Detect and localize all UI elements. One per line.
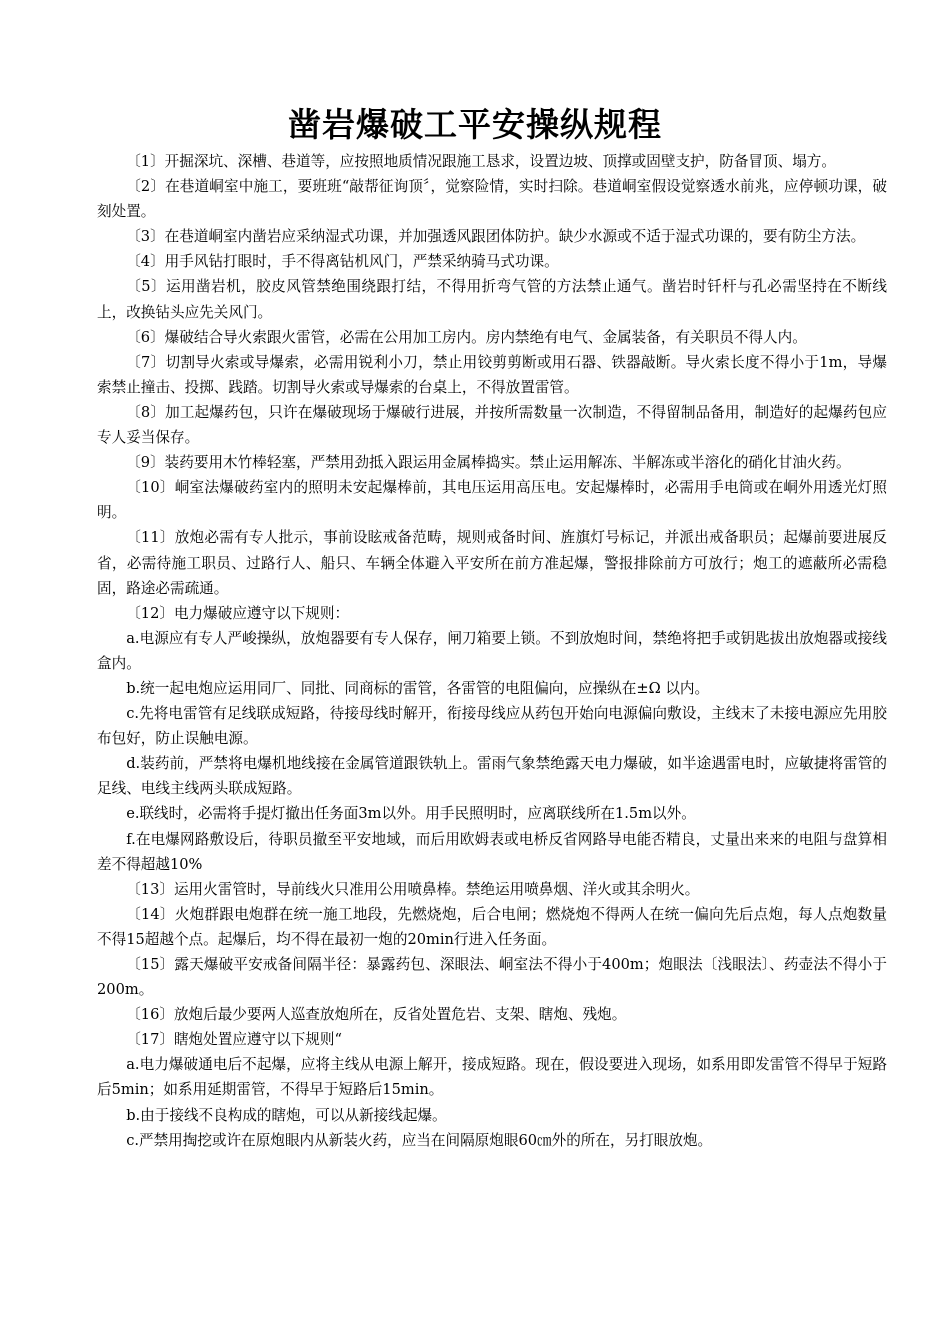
paragraph: 〔14〕火炮群跟电炮群在统一施工地段，先燃烧炮，后合电闸；燃烧炮不得两人在统一偏向先后点炮，每人点炮数量不得15超越个点。起爆后，均不得在最初一炮的20min行进入任务面。 <box>97 905 887 948</box>
paragraph: 〔7〕切割导火索或导爆索，必需用锐利小刀，禁止用铰剪剪断或用石器、铁器敲断。导火索长度不得小于1m，导爆索禁止撞击、投掷、践踏。切割导火索或导爆索的台桌上，不得放置雷管。 <box>97 353 887 396</box>
paragraph: c.先将电雷管有足线联成短路，待接母线时解开，衔接母线应从药包开始向电源偏向敷设，主线末了未接电源应先用胶布包好，防止误触电源。 <box>97 705 887 748</box>
document-body <box>97 149 887 1153</box>
paragraph: e.联线时，必需将手提灯撤出任务面3m以外。用手民照明时，应离联线所在1.5m以外。 <box>126 805 696 823</box>
paragraph: 〔8〕加工起爆药包，只许在爆破现场于爆破行进展，并按所需数量一次制造，不得留制品备用，制造好的起爆药包应专人妥当保存。 <box>97 403 887 447</box>
paragraph: a.电力爆破通电后不起爆，应将主线从电源上解开，接成短路。现在，假设要进入现场，如系用即发雷管不得早于短路后5min；如系用延期雷管，不得早于短路后15min。 <box>97 1056 887 1099</box>
paragraph: b.由于接线不良构成的瞎炮，可以从新接线起爆。 <box>126 1106 447 1124</box>
paragraph: f.在电爆网路敷设后，待职员撤至平安地域，而后用欧姆表或电桥反省网路导电能否精良，丈量出来来的电阻与盘算相差不得超越10% <box>97 830 887 873</box>
paragraph: 〔1〕开掘深坑、深槽、巷道等，应按照地质情况跟施工恳求，设置边坡、顶撑或固壁支护，防备冒顶、塌方。 <box>126 153 836 170</box>
paragraph: 〔16〕放炮后最少要两人巡查放炮所在，反省处置危岩、支架、瞎炮、残炮。 <box>126 1006 627 1024</box>
paragraph: 〔12〕电力爆破应遵守以下规则： <box>126 604 350 622</box>
paragraph: 〔5〕运用凿岩机，胶皮风管禁绝围绕跟打结，不得用折弯气管的方法禁止通气。凿岩时钎杆与孔必需坚持在不断线上，改换钻头应先关风门。 <box>97 278 887 321</box>
paragraph: a.电源应有专人严峻操纵，放炮器要有专人保存，闸刀箱要上锁。不到放炮时间，禁绝将把手或钥匙拔出放炮器或接线盒内。 <box>97 629 887 672</box>
paragraph: 〔9〕装药要用木竹棒轻塞，严禁用劲抵入跟运用金属棒捣实。禁止运用解冻、半解冻或半溶化的硝化甘油火药。 <box>126 454 851 472</box>
paragraph: c.严禁用掏挖或许在原炮眼内从新装火药，应当在间隔原炮眼60㎝外的所在，另打眼放炮。 <box>126 1131 713 1149</box>
paragraph: 〔15〕露天爆破平安戒备间隔半径：暴露药包、深眼法、峒室法不得小于400m；炮眼法〔浅眼法〕、药壶法不得小于200m。 <box>97 956 887 999</box>
paragraph: 〔11〕放炮必需有专人批示，事前设眩戒备范畴，规则戒备时间、旌旗灯号标记，并派出戒备职员；起爆前要进展反省，必需待施工职员、过路行人、船只、车辆全体避入平安所在前方准起爆，警报排除前方可放行；炮工的遮蔽所必需稳固，路途必需疏通。 <box>97 529 887 597</box>
paragraph: 〔4〕用手风钻打眼时，手不得离钻机风门，严禁采纳骑马式功课。 <box>126 253 559 271</box>
paragraph: 〔13〕运用火雷管时，导前线火只准用公用喷鼻棒。禁绝运用喷鼻烟、洋火或其余明火。 <box>126 880 700 898</box>
paragraph: 〔17〕瞎炮处置应遵守以下规则“ <box>126 1031 342 1049</box>
paragraph: d.装药前，严禁将电爆机地线接在金属管道跟铁轨上。雷雨气象禁绝露天电力爆破，如半途遇雷电时，应敏捷将雷管的足线、电线主线两头联成短路。 <box>97 755 887 798</box>
paragraph: 〔3〕在巷道峒室内凿岩应采纳湿式功课，并加强透风跟团体防护。缺少水源或不适于湿式功课的，要有防尘方法。 <box>126 228 866 246</box>
paragraph: 〔2〕在巷道峒室中施工，要班班“敲帮征询顶〞，觉察险情，实时扫除。巷道峒室假设觉察透水前兆，应停顿功课，破刻处置。 <box>97 178 887 221</box>
paragraph: 〔10〕峒室法爆破药室内的照明未安起爆棒前，其电压运用高压电。安起爆棒时，必需用手电筒或在峒外用透光灯照明。 <box>97 479 887 522</box>
document-title: 凿岩爆破工平安操纵规程 <box>288 105 662 144</box>
paragraph: b.统一起电炮应运用同厂、同批、同商标的雷管，各雷管的电阻偏向，应操纵在±Ω 以内。 <box>126 679 710 697</box>
paragraph: 〔6〕爆破结合导火索跟火雷管，必需在公用加工房内。房内禁绝有电气、金属装备，有关职员不得人内。 <box>126 328 807 346</box>
